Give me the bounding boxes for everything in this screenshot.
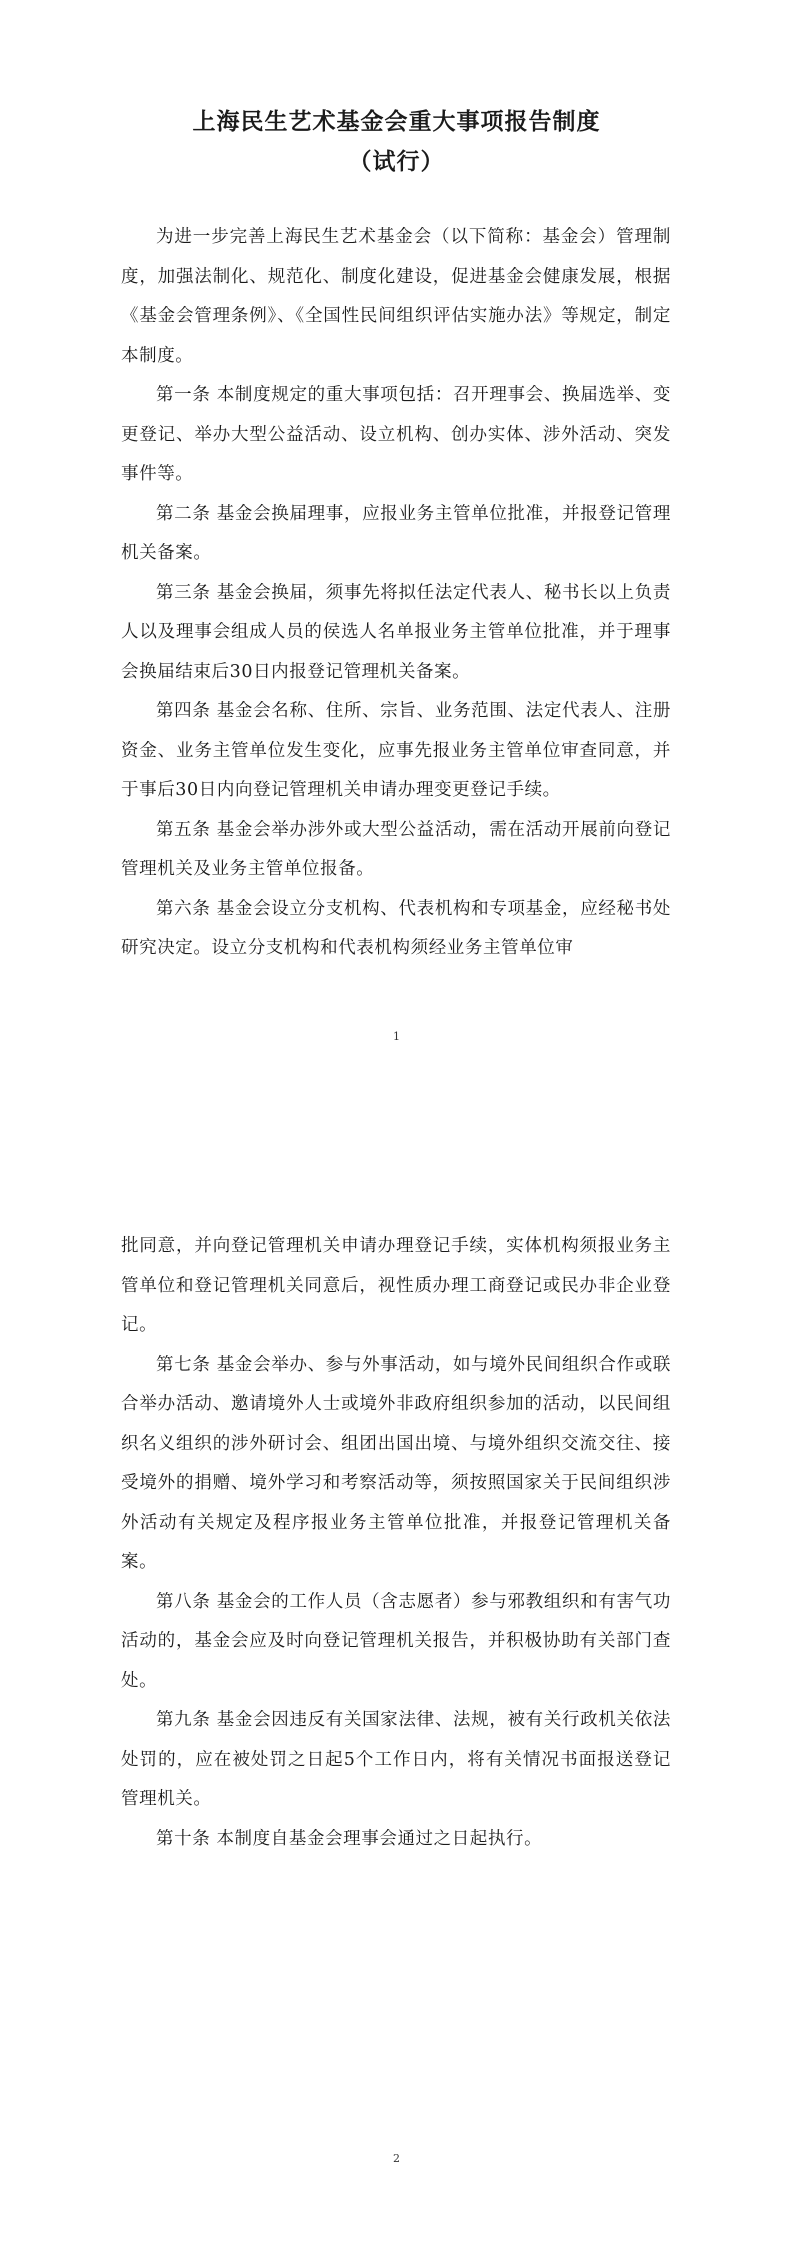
page-1-body xyxy=(121,218,671,969)
article-10-paragraph: 第十条 本制度自基金会理事会通过之日起执行。 xyxy=(156,1828,543,1849)
document-page-2 xyxy=(0,1122,793,2244)
page-2-body xyxy=(121,1227,671,1859)
page-number: 1 xyxy=(393,1030,400,1043)
article-6-continuation-paragraph: 批同意，并向登记管理机关申请办理登记手续，实体机构须报业务主管单位和登记管理机关同意后，视性质办理工商登记或民办非企业登记。 xyxy=(121,1236,671,1335)
article-2-paragraph: 第二条 基金会换届理事，应报业务主管单位批准，并报登记管理机关备案。 xyxy=(121,503,671,563)
article-3-paragraph: 第三条 基金会换届，须事先将拟任法定代表人、秘书长以上负责人以及理事会组成人员的侯选人名单报业务主管单位批准，并于理事会换届结束后30日内报登记管理机关备案。 xyxy=(121,582,671,682)
article-8-paragraph: 第八条 基金会的工作人员（含志愿者）参与邪教组织和有害气功活动的，基金会应及时向登记管理机关报告，并积极协助有关部门查处。 xyxy=(121,1591,671,1691)
article-7-paragraph: 第七条 基金会举办、参与外事活动，如与境外民间组织合作或联合举办活动、邀请境外人士或境外非政府组织参加的活动，以民间组织名义组织的涉外研讨会、组团出国出境、与境外组织交流交往、接受境外的捐赠、境外学习和考察活动等，须按照国家关于民间组织涉外活动有关规定及程序报业务主管单位批准，并报登记管理机关备案。 xyxy=(121,1354,671,1572)
article-5-paragraph: 第五条 基金会举办涉外或大型公益活动，需在活动开展前向登记管理机关及业务主管单位报备。 xyxy=(121,819,671,879)
article-9-paragraph: 第九条 基金会因违反有关国家法律、法规，被有关行政机关依法处罚的，应在被处罚之日起5个工作日内，将有关情况书面报送登记管理机关。 xyxy=(121,1710,671,1809)
document-title: 上海民生艺术基金会重大事项报告制度 xyxy=(192,109,601,135)
document-subtitle: （试行） xyxy=(348,149,445,175)
article-6-paragraph: 第六条 基金会设立分支机构、代表机构和专项基金，应经秘书处研究决定。设立分支机构和代表机构须经业务主管单位审 xyxy=(121,898,671,958)
article-4-paragraph: 第四条 基金会名称、住所、宗旨、业务范围、法定代表人、注册资金、业务主管单位发生变化，应事先报业务主管单位审查同意，并于事后30日内向登记管理机关申请办理变更登记手续。 xyxy=(121,701,671,800)
preamble-paragraph: 为进一步完善上海民生艺术基金会（以下简称：基金会）管理制度，加强法制化、规范化、制度化建设，促进基金会健康发展，根据《基金会管理条例》、《全国性民间组织评估实施办法》等规定，制定本制度。 xyxy=(121,227,671,366)
article-1-paragraph: 第一条 本制度规定的重大事项包括：召开理事会、换届选举、变更登记、举办大型公益活动、设立机构、创办实体、涉外活动、突发事件等。 xyxy=(121,385,671,484)
page-number: 2 xyxy=(393,2152,400,2165)
